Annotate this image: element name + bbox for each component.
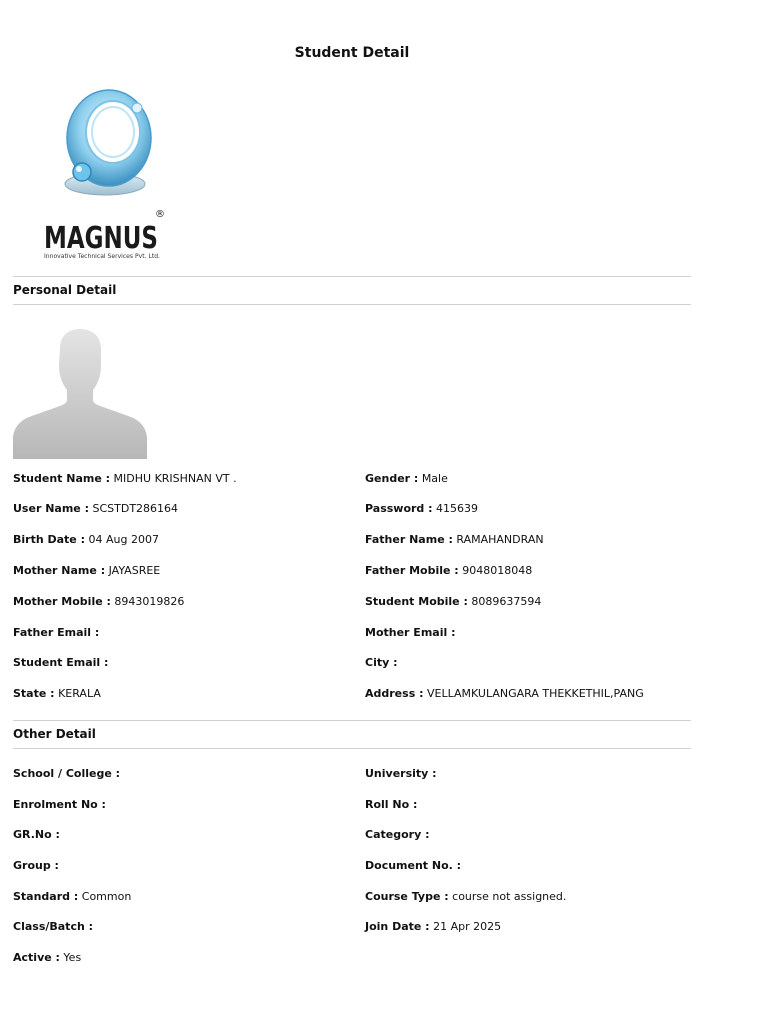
field-student-mobile: [365, 595, 541, 609]
field-birth-date: [13, 533, 159, 547]
field-label: Standard :: [13, 890, 79, 903]
logo-brand-text: MAGNUS: [44, 221, 158, 256]
field-label: Enrolment No :: [13, 798, 106, 811]
field-father-name: [365, 533, 544, 547]
field-value: 415639: [436, 502, 479, 515]
field-value: Male: [421, 472, 448, 485]
field-document-no: [365, 859, 461, 873]
field-label: School / College :: [13, 767, 121, 780]
field-label: Password :: [365, 502, 433, 515]
field-label: Course Type :: [365, 890, 449, 903]
field-value: VELLAMKULANGARA THEKKETHIL,PANG: [426, 687, 644, 700]
field-gender: [365, 472, 448, 486]
field-label: Active :: [13, 951, 60, 964]
field-enrolment-no: [13, 798, 106, 812]
field-gr-no: [13, 828, 60, 842]
field-label: Student Mobile :: [365, 595, 468, 608]
svg-text:®: ®: [155, 209, 165, 220]
field-address: [365, 687, 644, 701]
other-detail-header: Other Detail: [13, 720, 691, 749]
field-value: MIDHU KRISHNAN VT .: [113, 472, 237, 485]
field-label: Birth Date :: [13, 533, 85, 546]
field-label: Group :: [13, 859, 59, 872]
field-label: GR.No :: [13, 828, 60, 841]
field-school-college: [13, 767, 120, 781]
logo-tagline-text: Innovative Technical Services Pvt. Ltd.: [44, 252, 160, 260]
field-value: Yes: [63, 951, 82, 964]
field-value: 04 Aug 2007: [88, 533, 159, 546]
field-value: course not assigned.: [452, 890, 567, 903]
field-label: Gender :: [365, 472, 419, 485]
field-university: [365, 767, 437, 781]
field-mother-name: [13, 564, 160, 578]
field-father-mobile: [365, 564, 532, 578]
field-value: 8943019826: [114, 595, 185, 608]
field-label: Join Date :: [365, 920, 430, 933]
field-active: [13, 951, 81, 965]
field-class-batch: [13, 920, 93, 934]
field-label: University :: [365, 767, 437, 780]
field-roll-no: [365, 798, 417, 812]
field-label: Mother Mobile :: [13, 595, 111, 608]
field-label: Father Mobile :: [365, 564, 459, 577]
field-label: Father Email :: [13, 626, 100, 639]
field-label: Mother Name :: [13, 564, 106, 577]
field-father-email: [13, 626, 99, 640]
field-course-type: [365, 890, 566, 904]
field-mother-mobile: [13, 595, 184, 609]
field-value: 8089637594: [471, 595, 542, 608]
field-label: City :: [365, 656, 398, 669]
field-user-name: [13, 502, 178, 516]
field-label: User Name :: [13, 502, 89, 515]
field-join-date: [365, 920, 501, 934]
field-category: [365, 828, 429, 842]
field-student-email: [13, 656, 108, 670]
field-value: RAMAHANDRAN: [456, 533, 544, 546]
field-value: JAYASREE: [108, 564, 161, 577]
field-value: KERALA: [58, 687, 101, 700]
field-value: SCSTDT286164: [92, 502, 179, 515]
field-value: Common: [81, 890, 132, 903]
field-group: [13, 859, 59, 873]
field-value: 9048018048: [462, 564, 533, 577]
field-mother-email: [365, 626, 455, 640]
field-label: Document No. :: [365, 859, 462, 872]
field-value: 21 Apr 2025: [433, 920, 502, 933]
field-standard: [13, 890, 131, 904]
avatar: [13, 327, 147, 459]
field-label: Father Name :: [365, 533, 453, 546]
user-silhouette-icon: [13, 327, 147, 459]
field-label: Category :: [365, 828, 430, 841]
field-city: [365, 656, 398, 670]
field-label: Student Email :: [13, 656, 109, 669]
field-state: [13, 687, 101, 701]
field-label: Student Name :: [13, 472, 111, 485]
field-student-name: [13, 472, 237, 486]
page-title: Student Detail: [294, 45, 410, 61]
company-logo: [43, 88, 168, 262]
field-label: State :: [13, 687, 55, 700]
field-label: Roll No :: [365, 798, 418, 811]
personal-detail-header: Personal Detail: [13, 276, 691, 305]
field-label: Mother Email :: [365, 626, 456, 639]
field-label: Address :: [365, 687, 424, 700]
field-label: Class/Batch :: [13, 920, 94, 933]
field-password: [365, 502, 478, 516]
